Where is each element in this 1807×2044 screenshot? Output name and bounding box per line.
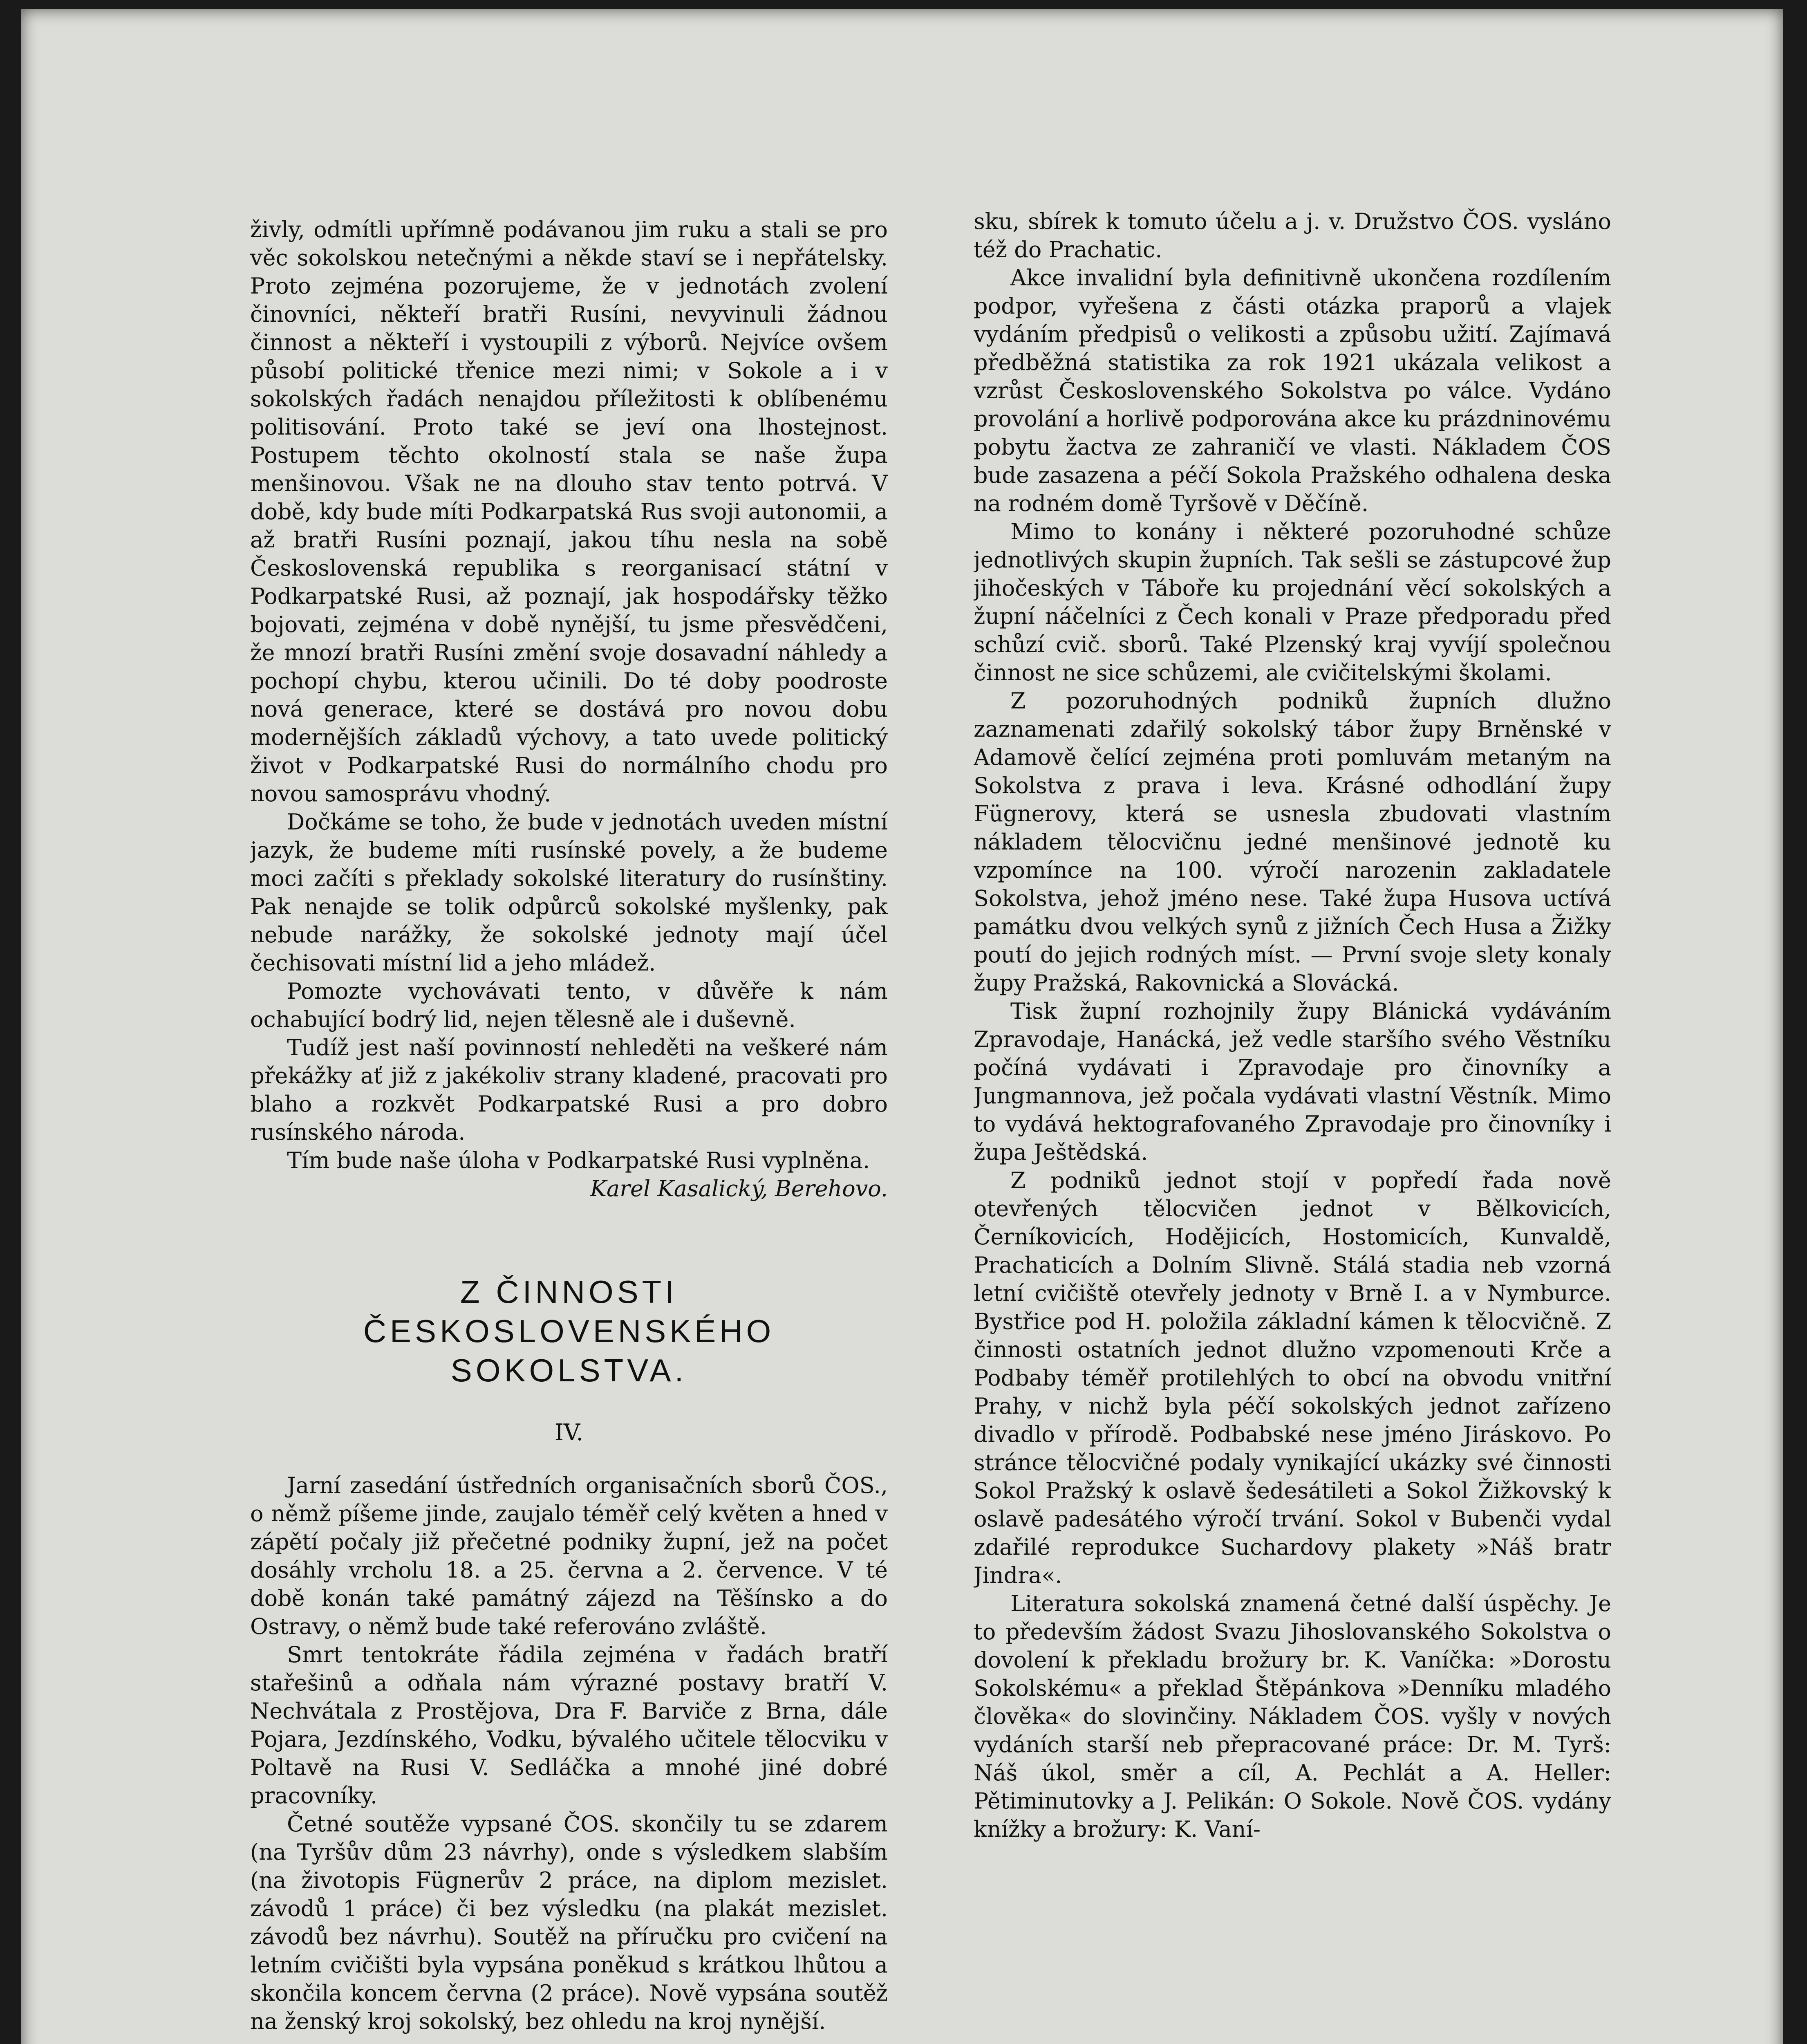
document-page [21, 9, 1783, 2044]
paragraph: sku, sbírek k tomuto účelu a j. v. Družstvo ČOS. vysláno též do Prachatic. [974, 208, 1611, 262]
paragraph: Smrt tentokráte řádila zejména v řadách bratří stařešinů a odňala nám výrazné postavy bratří V. Nechvátala z Prostějova, Dra F. Barviče z Brna, dále Pojara, Jezdínského, Vodku, bývalého učitele tělocviku v Poltavě na Rusi V. Sedláčka a mnohé jiné dobré pracovníky. [250, 1642, 888, 1809]
paragraph: Tím bude naše úloha v Podkarpatské Rusi vyplněna. [287, 1148, 870, 1173]
paragraph: Z podniků jednot stojí v popředí řada nově otevřených tělocvičen jednot v Bělkovicích, Černíkovicích, Hodějicích, Hostomicích, Kunvaldě, Prachaticích a Dolním Slivně. Stálá stadia neb vzorná letní cvičiště otevřely jednoty v Brně I. a v Nymburce. Bystřice pod H. položila základní kámen k tělocvičně. Z činnosti ostatních jednot dlužno vzpomenouti Krče a Podbaby téměř protilehlých to obcí na obvodu vnitřní Prahy, v nichž byla péčí sokolských jednot zařízeno divadlo v přírodě. Podbabské nese jméno Jiráskovo. Po stránce tělocvičné podaly vynikající ukázky své činnosti Sokol Pražský k oslavě šedesátileti a Sokol Žižkovský k oslavě padesátého výročí trvání. Sokol v Bubenči vydal zdařilé reprodukce Suchardovy plakety »Náš bratr Jindra«. [974, 1168, 1611, 1588]
paragraph: Akce invalidní byla definitivně ukončena rozdílením podpor, vyřešena z části otázka praporů a vlajek vydáním předpisů o velikosti a způsobu užití. Zajímavá předběžná statistika za rok 1921 ukázala velikost a vzrůst Československého Sokolstva po válce. Vydáno provolání a horlivě podporována akce ku prázdninovému pobytu žactva ze zahraničí ve vlasti. Nákladem ČOS bude zasazena a péčí Sokola Pražského odhalena deska na rodném domě Tyršově v Děčíně. [974, 265, 1611, 516]
section-number: IV. [554, 1419, 584, 1446]
left-column [250, 215, 888, 2035]
paragraph: Četné soutěže vypsané ČOS. skončily tu se zdarem (na Tyršův dům 23 návrhy), onde s výsledkem slabším (na životopis Fügnerův 2 práce, na diplom mezislet. závodů 1 práce) či bez výsledku (na plakát mezislet. závodů bez návrhu). Soutěž na příručku pro cvičení na letním cvičišti byla vypsána poněkud s krátkou lhůtou a skončila koncem června (2 práce). Nově vypsána soutěž na ženský kroj sokolský, bez ohledu na kroj nynější. [250, 1811, 888, 2034]
paragraph: Tudíž jest naší povinností nehleděti na veškeré nám překážky ať již z jakékoliv strany kladené, pracovati pro blaho a rozkvět Podkarpatské Rusi a pro dobro rusínského národa. [250, 1035, 888, 1145]
paragraph: Literatura sokolská znamená četné další úspěchy. Je to především žádost Svazu Jihoslovanského Sokolstva o dovolení k překladu brožury br. K. Vaníčka: »Dorostu Sokolskému« a překlad Štěpánkova »Denníku mladého člověka« do slovinčiny. Nákladem ČOS. vyšly v nových vydáních starší neb přepracované práce: Dr. M. Tyrš: Náš úkol, směr a cíl, A. Pechlát a A. Heller: Pětiminutovky a J. Pelikán: O Sokole. Nově ČOS. vydány knížky a brožury: K. Vaní- [974, 1591, 1611, 1842]
paragraph: Mimo to konány i některé pozoruhodné schůze jednotlivých skupin župních. Tak sešli se zástupcové žup jihočeských v Táboře ku projednání věcí sokolských a župní náčelníci z Čech konali v Praze předporadu před schůzí cvič. sborů. Také Plzenský kraj vyvíjí společnou činnost ne sice schůzemi, ale cvičitelskými školami. [974, 519, 1611, 686]
paragraph: Pomozte vychovávati tento, v důvěře k nám ochabující bodrý lid, nejen tělesně ale i duševně. [250, 978, 888, 1032]
paragraph: živly, odmítli upřímně podávanou jim ruku a stali se pro věc sokolskou netečnými a někde staví se i nepřátelsky. Proto zejména pozorujeme, že v jednotách zvolení činovníci, někteří bratři Rusíni, nevyvinuli žádnou činnost a někteří i vystoupili z výborů. Nejvíce ovšem působí politické třenice mezi nimi; v Sokole a i v sokolských řadách nenajdou příležitosti k oblíbenému politisování. Proto také se jeví ona lhostejnost. Postupem těchto okolností stala se naše župa menšinovou. Však ne na dlouho stav tento potrvá. V době, kdy bude míti Podkarpatská Rus svoji autonomii, a až bratři Rusíni poznají, jakou tíhu nesla na sobě Československá republika s reorganisací státní v Podkarpatské Rusi, až poznají, jak hospodářsky těžko bojovati, zejména v době nynější, tu jsme přesvědčeni, že mnozí bratři Rusíni změní svoje dosavadní náhledy a pochopí chybu, kterou učinili. Do té doby poodroste nová generace, které se dostává pro novou dobu modernějších základů výchovy, a tato uvede politický život v Podkarpatské Rusi do normálního chodu pro novou samosprávu vhodný. [250, 217, 888, 807]
paragraph: Z pozoruhodných podniků župních dlužno zaznamenati zdařilý sokolský tábor župy Brněnské v Adamově čelící zejména proti pomluvám metaným na Sokolstva z prava i leva. Krásné odhodlání župy Fügnerovy, která se usnesla zbudovati vlastním nákladem tělocvičnu jedné menšinové jednotě ku vzpomínce na 100. výročí narozenin zakladatele Sokolstva, jehož jméno nese. Také župa Husova uctívá památku dvou velkých synů z jižních Čech Husa a Žižky poutí do jejich rodných míst. — První svoje slety konaly župy Pražská, Rakovnická a Slovácká. [974, 688, 1611, 996]
paragraph: Dočkáme se toho, že bude v jednotách uveden místní jazyk, že budeme míti rusínské povely, a že budeme moci začíti s překlady sokolské literatury do rusínštiny. Pak nenajde se tolik odpůrců sokolské myšlenky, pak nebude narážky, že sokolské jednoty mají účel čechisovati místní lid a jeho mládež. [250, 809, 888, 976]
paragraph: Jarní zasedání ústředních organisačních sborů ČOS., o němž píšeme jinde, zaujalo téměř celý květen a hned v zápětí počaly již přečetné podniky župní, jež na počet dosáhly vrcholu 18. a 25. června a 2. července. V té době konán také památný zájezd na Těšínsko a do Ostravy, o němž bude také referováno zvláště. [250, 1472, 888, 1639]
section-heading: Z ČINNOSTI ČESKOSLOVENSKÉHO SOKOLSTVA. [363, 1274, 775, 1388]
right-column [974, 207, 1611, 2044]
author-signature: Karel Kasalický, Berehovo. [590, 1176, 888, 1201]
paragraph: Tisk župní rozhojnily župy Blánická vydáváním Zpravodaje, Hanácká, jež vedle staršího svého Věstníku počíná vydávati i Zpravodaje pro činovníky a Jungmannova, jež počala vydávati vlastní Věstník. Mimo to vydává hektografovaného Zpravodaje pro činovníky i župa Ještědská. [974, 998, 1611, 1165]
